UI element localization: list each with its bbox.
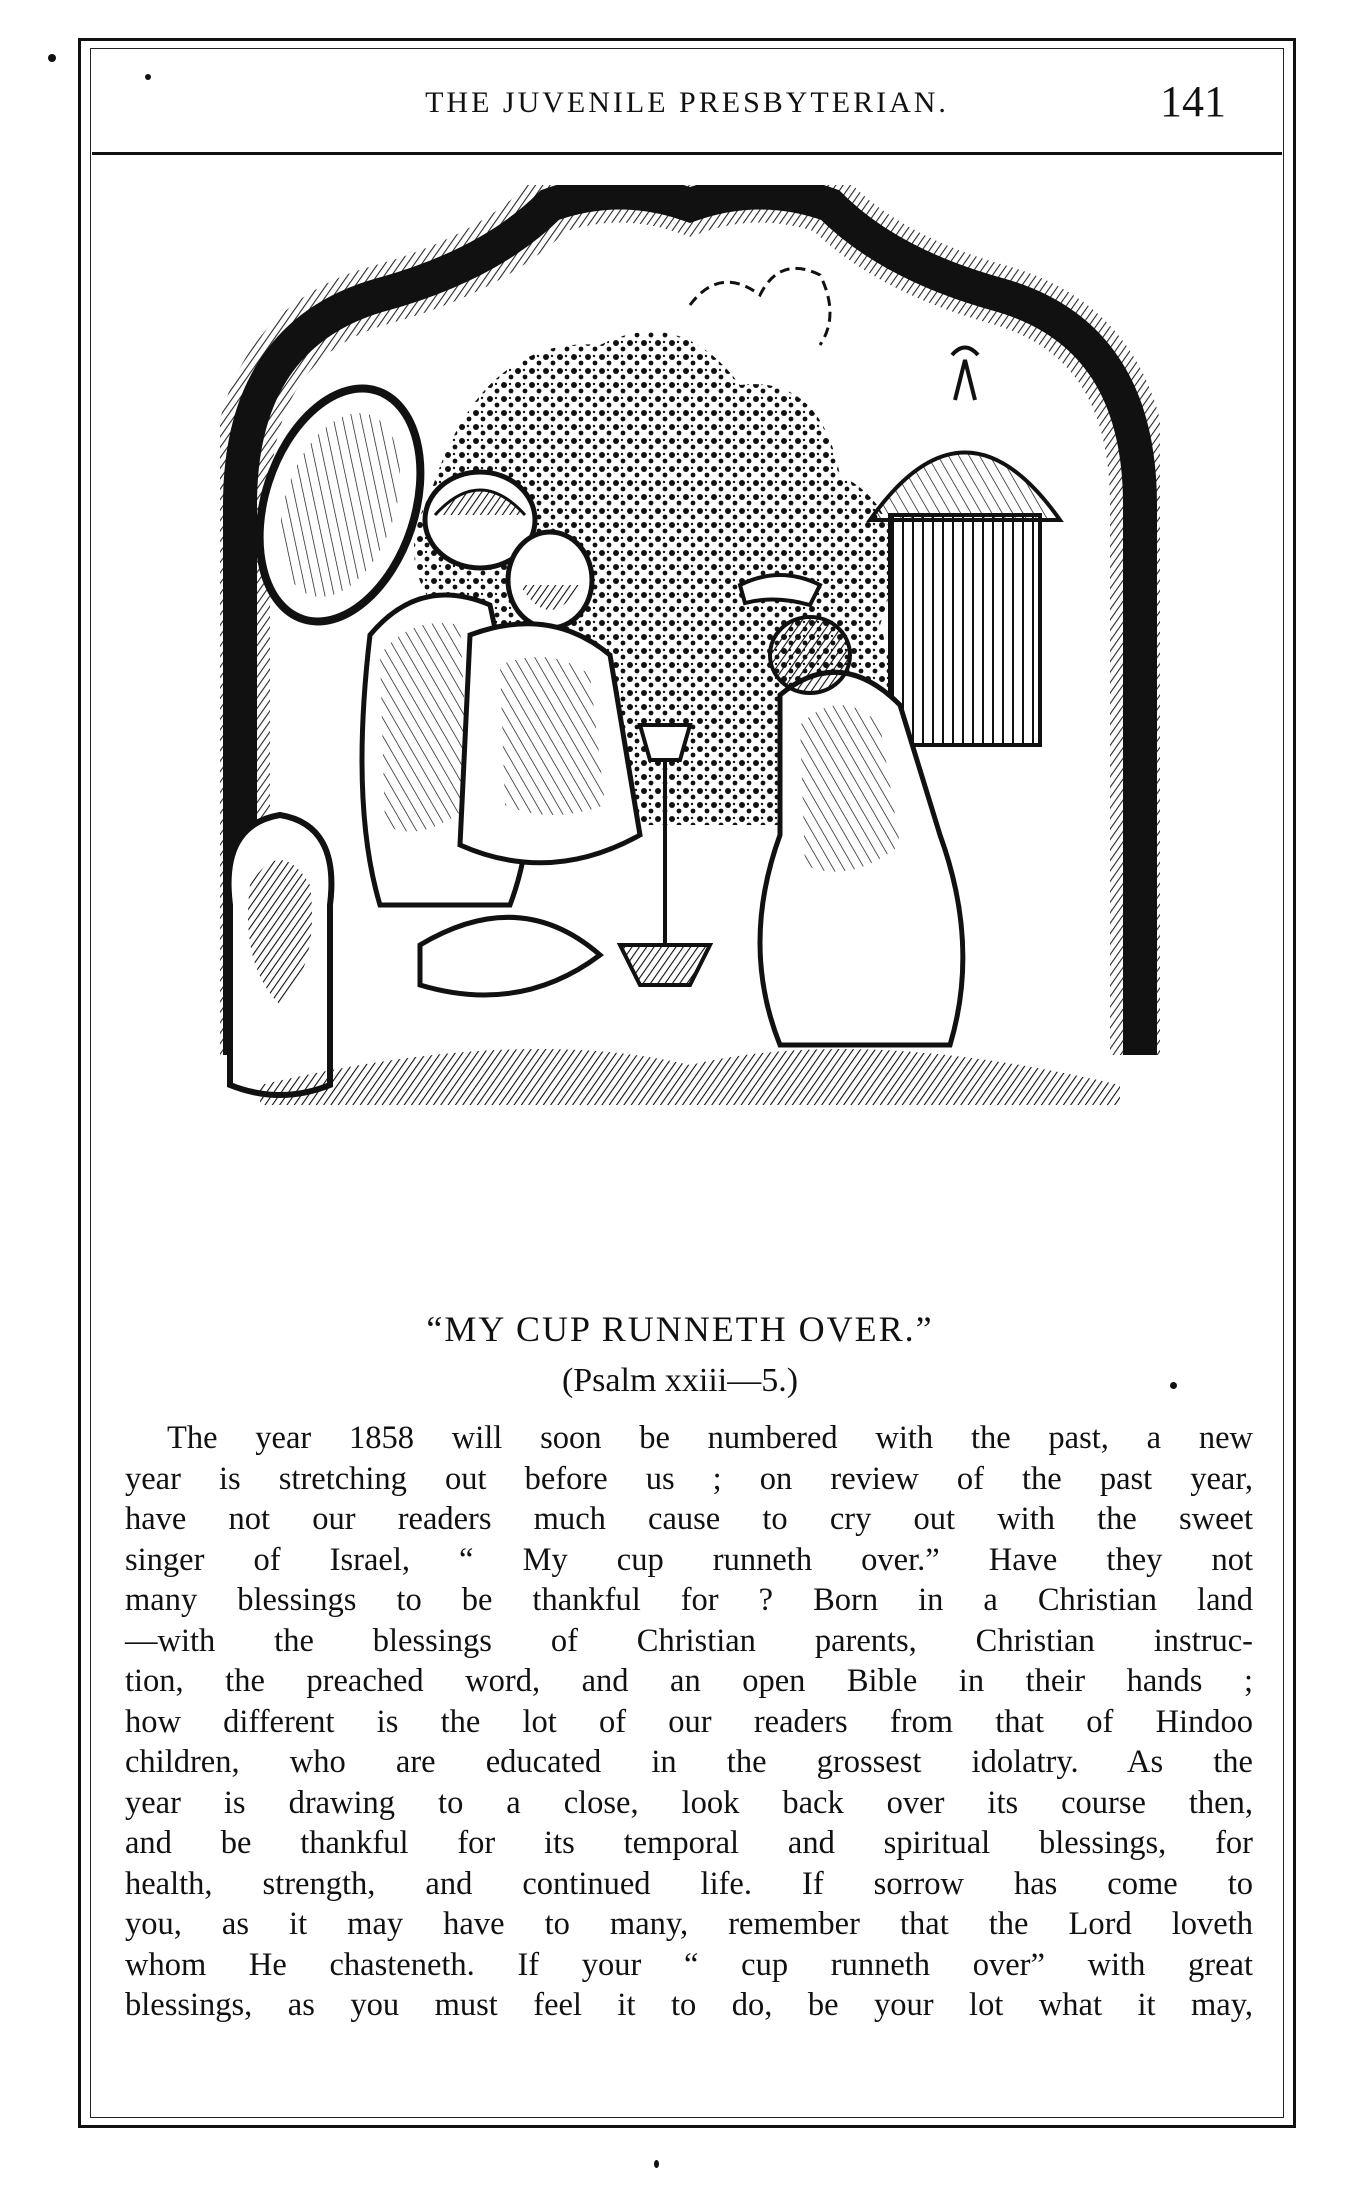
illustration xyxy=(220,185,1160,1285)
body-line: The year 1858 will soon be numbered with the past, a new xyxy=(167,1420,1253,1456)
body-line: whom He chasteneth. If your “ cup runneth over” with great xyxy=(125,1946,1253,1983)
body-line: and be thankful for its temporal and spiritual blessings, for xyxy=(125,1825,1253,1861)
body-line: health, strength, and continued life. If sorrow has come to xyxy=(125,1865,1253,1902)
body-line: many blessings to be thankful for ? Born in a Christian land xyxy=(125,1582,1253,1618)
body-line: have not our readers much cause to cry out with the sweet xyxy=(125,1501,1253,1537)
article-body xyxy=(125,1418,1253,2026)
page-number: 141 xyxy=(1160,77,1226,126)
body-line: singer of Israel, “ My cup runneth over.” Have they not xyxy=(125,1541,1253,1578)
print-speck xyxy=(654,2160,659,2168)
header-rule xyxy=(92,152,1282,155)
caption-title: “MY CUP RUNNETH OVER.” xyxy=(426,1309,934,1349)
body-line: —with the blessings of Christian parents, Christian instruc- xyxy=(125,1622,1253,1659)
caption-reference: (Psalm xxiii—5.) xyxy=(561,1362,799,1399)
body-line: year is stretching out before us ; on review of the past year, xyxy=(125,1460,1253,1497)
body-line: blessings, as you must feel it to do, be your lot what it may, xyxy=(125,1987,1253,2023)
body-line: year is drawing to a close, look back over its course then, xyxy=(125,1784,1253,1821)
print-speck xyxy=(48,54,56,62)
print-speck xyxy=(145,74,151,80)
print-speck xyxy=(1170,1382,1177,1389)
body-line: children, who are educated in the grossest idolatry. As the xyxy=(125,1744,1253,1780)
body-line: how different is the lot of our readers from that of Hindoo xyxy=(125,1703,1253,1740)
page-header xyxy=(92,62,1282,152)
illustration-engraving-icon xyxy=(220,185,1160,1285)
body-line: you, as it may have to many, remember that the Lord loveth xyxy=(125,1906,1253,1942)
running-title: THE JUVENILE PRESBYTERIAN. xyxy=(425,86,949,119)
body-line: tion, the preached word, and an open Bible in their hands ; xyxy=(125,1663,1253,1699)
